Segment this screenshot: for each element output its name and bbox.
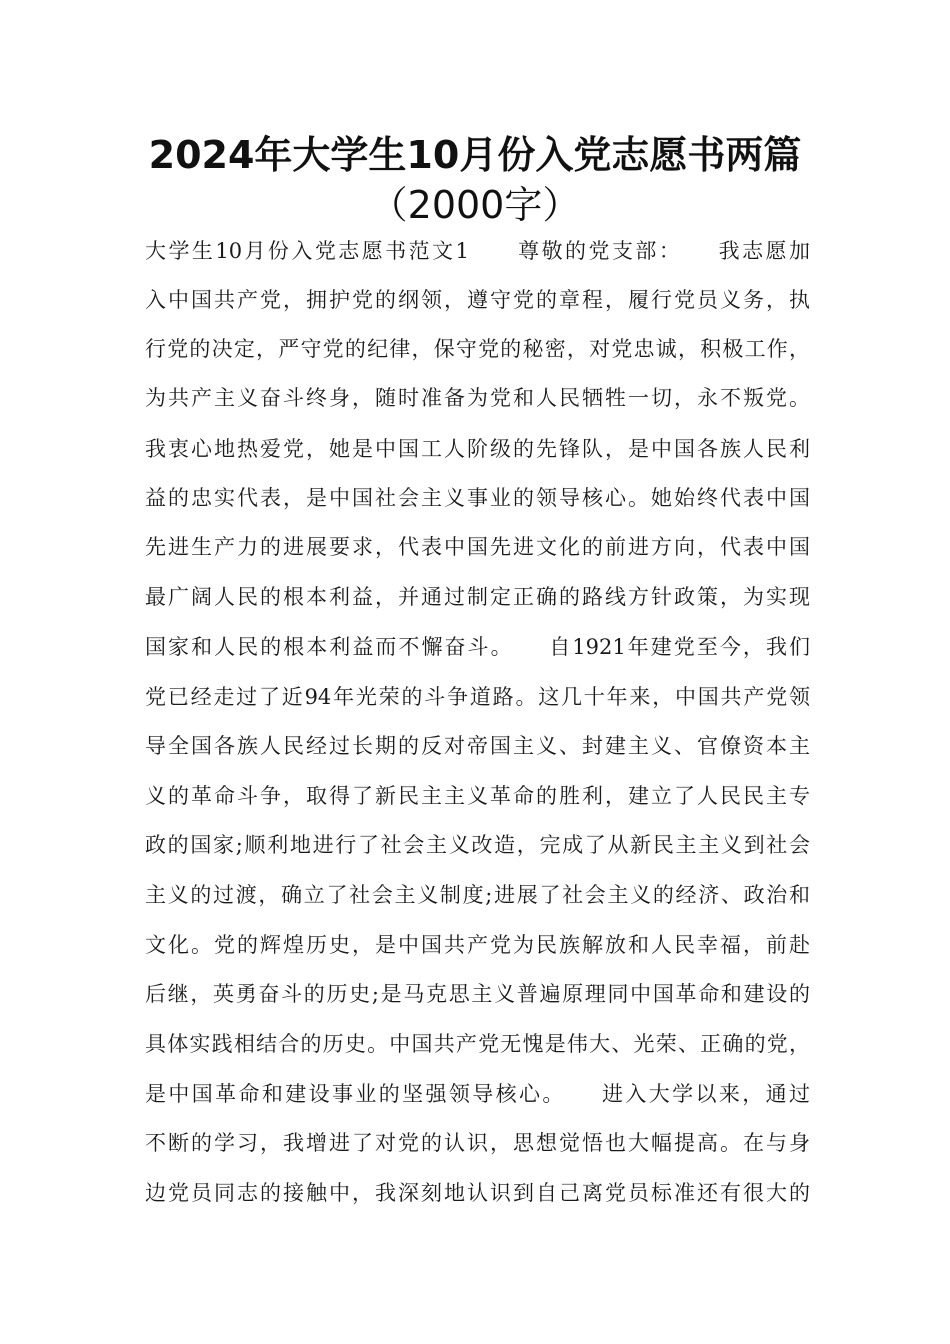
paragraph-line: 国家和人民的根本利益而不懈奋斗。 自1921年建党至今，我们 [145,635,810,659]
paragraph-line: 最广阔人民的根本利益，并通过制定正确的路线方针政策，为实现 [145,585,810,609]
paragraph-line: 益的忠实代表，是中国社会主义事业的领导核心。她始终代表中国 [145,486,810,510]
paragraph-line: 不断的学习，我增进了对党的认识，思想觉悟也大幅提高。在与身 [145,1131,810,1155]
paragraph-line: 边党员同志的接触中，我深刻地认识到自己离党员标准还有很大的 [145,1181,810,1205]
paragraph-line: 义的革命斗争，取得了新民主主义革命的胜利，建立了人民民主专 [145,784,810,808]
paragraph-line: 具体实践相结合的历史。中国共产党无愧是伟大、光荣、正确的党， [145,1032,810,1056]
paragraph-line: 为共产主义奋斗终身，随时准备为党和人民牺牲一切，永不叛党。 [145,386,810,410]
paragraph-line: 后继，英勇奋斗的历史;是马克思主义普遍原理同中国革命和建设的 [145,982,810,1006]
document-title: 2024年大学生10月份入党志愿书两篇 [148,133,802,177]
paragraph-line: 导全国各族人民经过长期的反对帝国主义、封建主义、官僚资本主 [145,734,810,758]
paragraph-line: 是中国革命和建设事业的坚强领导核心。 进入大学以来，通过 [145,1082,810,1106]
paragraph-line: 入中国共产党，拥护党的纲领，遵守党的章程，履行党员义务，执 [145,288,810,312]
paragraph-line: 文化。党的辉煌历史，是中国共产党为民族解放和人民幸福，前赴 [145,933,810,957]
document-title-subline: （2000字） [369,183,581,227]
paragraph-line: 我衷心地热爱党，她是中国工人阶级的先锋队，是中国各族人民利 [145,437,810,461]
paragraph-line: 主义的过渡，确立了社会主义制度;进展了社会主义的经济、政治和 [145,883,810,907]
paragraph-line: 党已经走过了近94年光荣的斗争道路。这几十年来，中国共产党领 [145,685,810,709]
paragraph-line: 先进生产力的进展要求，代表中国先进文化的前进方向，代表中国 [145,535,810,559]
paragraph-line: 行党的决定，严守党的纪律，保守党的秘密，对党忠诚，积极工作， [145,337,810,361]
paragraph-line: 政的国家;顺利地进行了社会主义改造，完成了从新民主主义到社会 [145,833,810,857]
paragraph-line: 大学生10月份入党志愿书范文1 尊敬的党支部： 我志愿加 [145,239,810,263]
